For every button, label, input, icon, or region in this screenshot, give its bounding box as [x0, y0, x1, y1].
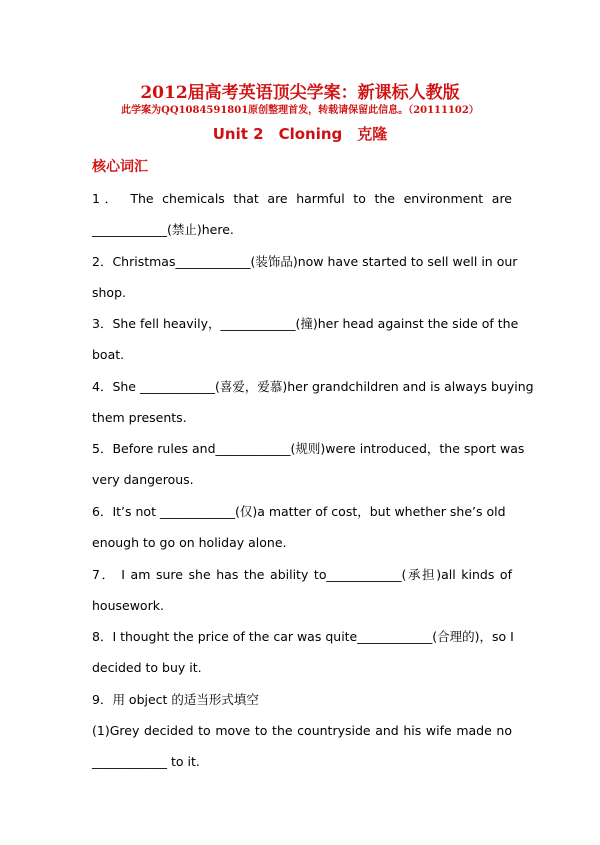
question-3-line1: 3．She fell heavily，____________(撞)her head against the side of the — [92, 316, 519, 331]
question-3-line2: boat. — [92, 347, 125, 362]
question-8-line2: decided to buy it. — [92, 660, 202, 675]
question-6-line1: 6．It’s not ____________(仅)a matter of cost，but whether she’s old — [92, 504, 506, 519]
question-4-line2: them presents. — [92, 410, 187, 425]
question-2-line1: 2．Christmas____________(装饰品)now have started to sell well in our — [92, 254, 518, 269]
question-4-line1: 4．She ____________(喜爱，爱慕)her grandchildren and is always buying — [92, 379, 534, 394]
question-2-line2: shop. — [92, 285, 126, 300]
question-8-line1: 8．I thought the price of the car was quite____________(合理的)，so I — [92, 629, 514, 644]
question-5-line1: 5．Before rules and____________(规则)were introduced，the sport was — [92, 441, 525, 456]
section-heading: 核心词汇 — [92, 159, 148, 175]
question-6-line2: enough to go on holiday alone. — [92, 535, 287, 550]
unit-heading: Unit 2 Cloning 克隆 — [212, 125, 388, 143]
question-9-1-line2: ____________ to it. — [92, 754, 200, 769]
question-7-line2: housework. — [92, 598, 164, 613]
document-subtitle: 此学案为QQ1084591801原创整理首发，转载请保留此信息。（20111102） — [121, 105, 479, 116]
question-9-1-line1: (1)Grey decided to move to the countryside and his wife made no — [92, 723, 512, 738]
document-title: 2012届高考英语顶尖学案：新课标人教版 — [140, 83, 460, 103]
question-7-line1: 7． I am sure she has the ability to____________(承担)all kinds of — [92, 567, 512, 582]
question-9-heading: 9．用 object 的适当形式填空 — [92, 692, 259, 707]
question-1-line1: 1． The chemicals that are harmful to the environment are — [92, 191, 512, 206]
question-1-line2: ____________(禁止)here. — [92, 222, 234, 237]
question-5-line2: very dangerous. — [92, 472, 194, 487]
